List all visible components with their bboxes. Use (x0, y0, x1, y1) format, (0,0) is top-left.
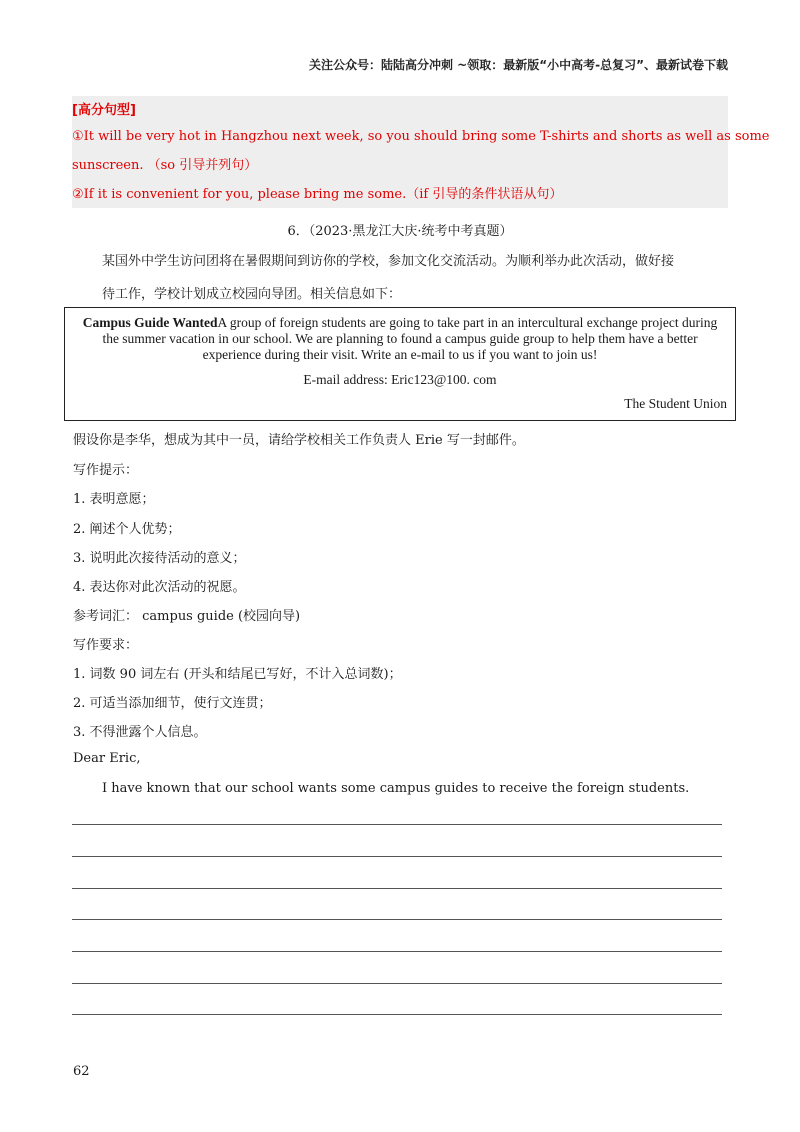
hint-item: 4. 表达你对此次活动的祝愿。 (73, 580, 246, 595)
answer-line[interactable] (72, 856, 722, 857)
requirement-item: 1. 词数 90 词左右 (开头和结尾已写好，不计入总词数)； (73, 667, 402, 682)
answer-line[interactable] (72, 951, 722, 952)
answer-line[interactable] (72, 888, 722, 889)
hints-title: 写作提示： (73, 463, 139, 478)
high-score-sentences-box (72, 96, 770, 208)
notice-signature: The Student Union (624, 396, 727, 411)
letter-greeting: Dear Eric, (73, 751, 141, 766)
vocab-text: 参考词汇： campus guide (校园向导) (73, 609, 301, 624)
question-intro-line-1: 某国外中学生访问团将在暑假期间到访你的学校，参加文化交流活动。为顺利举办此次活动，做好接 (102, 254, 675, 269)
notice-heading: Campus Guide Wanted (82, 315, 218, 330)
notice-body (75, 315, 725, 363)
requirements-title: 写作要求： (73, 638, 139, 653)
question-intro-line-2: 待工作，学校计划成立校园向导团。相关信息如下： (102, 287, 402, 302)
letter-opening: I have known that our school wants some campus guides to receive the foreign students. (102, 781, 690, 796)
highlight-sentence-1-note: sunscreen. （so 引导并列句） (72, 158, 258, 173)
assumption-text: 假设你是李华，想成为其中一员，请给学校相关工作负责人 Erie 写一封邮件。 (73, 433, 525, 448)
answer-line[interactable] (72, 1014, 722, 1015)
requirement-item: 2. 可适当添加细节，使行文连贯； (73, 696, 272, 711)
highlight-title: [高分句型] (72, 103, 136, 118)
notice-box (64, 307, 736, 421)
page-number: 62 (73, 1064, 90, 1079)
answer-line[interactable] (72, 983, 722, 984)
answer-line[interactable] (72, 824, 722, 825)
page-header: 关注公众号：陆陆高分冲刺 ~领取：最新版“小中高考-总复习”、最新试卷下载 (309, 58, 728, 72)
notice-text: A group of foreign students are going to take part in an intercultural exchange project during the summer vacation in our school. We are planning to found a campus guide group to help them have a better experience during their visit. Write an e-mail to us if you want to join us! (102, 315, 718, 362)
question-title: 6．（2023·黑龙江大庆·统考中考真题） (287, 224, 513, 239)
highlight-sentence-1: ①It will be very hot in Hangzhou next week, so you should bring some T-shirts and shorts as well as some (72, 129, 770, 144)
hint-item: 1. 表明意愿； (73, 492, 155, 507)
hint-item: 2. 阐述个人优势； (73, 522, 181, 537)
hint-item: 3. 说明此次接待活动的意义； (73, 551, 246, 566)
notice-email: E-mail address: Eric123@100. com (303, 372, 497, 387)
answer-line[interactable] (72, 919, 722, 920)
requirement-item: 3. 不得泄露个人信息。 (73, 725, 207, 740)
highlight-sentence-2: ②If it is convenient for you, please bring me some.（if 引导的条件状语从句） (72, 187, 563, 202)
